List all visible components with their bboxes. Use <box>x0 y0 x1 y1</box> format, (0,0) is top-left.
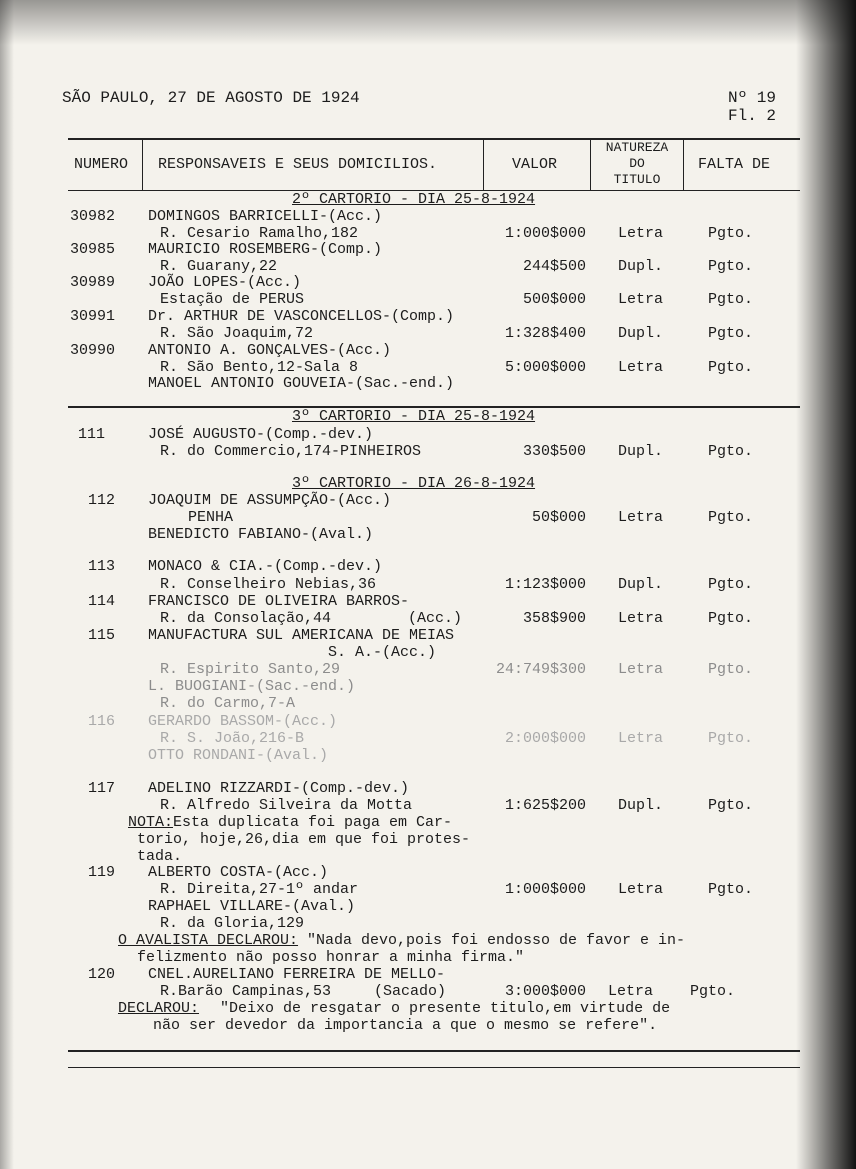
entry-address: R.Barão Campinas,53 <box>160 983 332 1000</box>
entry-value: 5:000$000 <box>504 359 586 376</box>
column-header-natureza: NATUREZA <box>605 140 669 155</box>
entry-value: 1:625$200 <box>504 797 586 814</box>
entry-number: 117 <box>88 780 116 797</box>
entry-address: R. Conselheiro Nebias,36 <box>160 576 377 593</box>
entry-address: R. Espirito Santo,29 <box>160 661 341 678</box>
entry-number: 111 <box>78 426 106 443</box>
entry-address: R. da Consolação,44 <box>160 610 332 627</box>
entry-nature: Letra <box>618 225 664 242</box>
entry-reason: Pgto. <box>708 225 754 242</box>
entry-name: ANTONIO A. GONÇALVES-(Acc.) <box>148 342 392 359</box>
entry-reason: Pgto. <box>708 325 754 342</box>
note-text: Esta duplicata foi paga em Car- <box>173 814 453 831</box>
guarantor-statement-text: "Nada devo,pois foi endosso de favor e in- <box>307 932 686 949</box>
debtor-statement-label: DECLAROU: <box>118 1000 200 1017</box>
entry-value: 1:000$000 <box>504 881 586 898</box>
entry-reason: Pgto. <box>708 258 754 275</box>
entry-guarantor: RAPHAEL VILLARE-(Aval.) <box>148 898 356 915</box>
entry-nature: Dupl. <box>618 576 664 593</box>
entry-role: (Acc.) <box>408 610 463 627</box>
entry-name: GERARDO BASSOM-(Acc.) <box>148 713 338 730</box>
entry-nature: Letra <box>618 661 664 678</box>
entry-reason: Pgto. <box>708 359 754 376</box>
section-title: 2º CARTORIO - DIA 25-8-1924 <box>292 191 536 208</box>
entry-number: 119 <box>88 864 116 881</box>
column-divider <box>142 140 143 190</box>
guarantor-statement-text: felizmento não posso honrar a minha firma." <box>137 949 525 966</box>
entry-address: R. do Commercio,174-PINHEIROS <box>160 443 422 460</box>
entry-name: CNEL.AURELIANO FERREIRA DE MELLO- <box>148 966 446 983</box>
entry-nature: Letra <box>618 509 664 526</box>
entry-name: JOAQUIM DE ASSUMPÇÃO-(Acc.) <box>148 492 392 509</box>
entry-number: 30989 <box>70 274 116 291</box>
scan-shadow-left <box>0 0 14 1169</box>
entry-nature: Dupl. <box>618 797 664 814</box>
debtor-statement-text: "Deixo de resgatar o presente titulo,em virtude de <box>220 1000 671 1017</box>
column-header-natureza-titulo: TITULO <box>613 172 661 187</box>
entry-nature: Letra <box>608 983 654 1000</box>
entry-address: R. Alfredo Silveira da Motta <box>160 797 413 814</box>
entry-name: MAURICIO ROSEMBERG-(Comp.) <box>148 241 383 258</box>
entry-nature: Dupl. <box>618 258 664 275</box>
entry-number: 30982 <box>70 208 116 225</box>
entry-name: Dr. ARTHUR DE VASCONCELLOS-(Comp.) <box>148 308 455 325</box>
entry-reason: Pgto. <box>708 443 754 460</box>
entry-reason: Pgto. <box>708 291 754 308</box>
entry-value: 24:749$300 <box>495 661 586 678</box>
entry-reason: Pgto. <box>708 730 754 747</box>
entry-nature: Letra <box>618 610 664 627</box>
entry-address: Estação de PERUS <box>160 291 305 308</box>
entry-address: R. Direita,27-1º andar <box>160 881 359 898</box>
sheet-number: Fl. 2 <box>728 107 777 125</box>
column-header-falta: FALTA DE <box>698 156 771 173</box>
entry-value: 244$500 <box>522 258 586 275</box>
entry-number: 114 <box>88 593 116 610</box>
entry-value: 330$500 <box>522 443 586 460</box>
entry-guarantor: BENEDICTO FABIANO-(Aval.) <box>148 526 374 543</box>
column-header-numero: NUMERO <box>74 156 129 173</box>
entry-endorser: L. BUOGIANI-(Sac.-end.) <box>148 678 356 695</box>
entry-value: 50$000 <box>531 509 586 526</box>
entry-nature: Letra <box>618 291 664 308</box>
bottom-rule <box>68 1067 800 1068</box>
entry-address: R. S. João,216-B <box>160 730 305 747</box>
entry-number: 30990 <box>70 342 116 359</box>
place-date: SÃO PAULO, 27 DE AGOSTO DE 1924 <box>62 89 360 107</box>
section-title: 3º CARTORIO - DIA 26-8-1924 <box>292 475 536 492</box>
entry-address: R. São Bento,12-Sala 8 <box>160 359 359 376</box>
entry-name: ADELINO RIZZARDI-(Comp.-dev.) <box>148 780 410 797</box>
entry-value: 1:000$000 <box>504 225 586 242</box>
entry-address: R. Guarany,22 <box>160 258 278 275</box>
entry-endorser: MANOEL ANTONIO GOUVEIA-(Sac.-end.) <box>148 375 455 392</box>
entry-number: 30985 <box>70 241 116 258</box>
column-divider <box>590 140 591 190</box>
entry-reason: Pgto. <box>708 881 754 898</box>
document-number: Nº 19 <box>728 89 777 107</box>
entry-value: 500$000 <box>522 291 586 308</box>
column-divider <box>483 140 484 190</box>
entry-reason: Pgto. <box>708 509 754 526</box>
entry-value: 3:000$000 <box>504 983 586 1000</box>
column-header-responsaveis: RESPONSAVEIS E SEUS DOMICILIOS. <box>158 156 438 173</box>
entry-endorser-address: R. do Carmo,7-A <box>160 695 296 712</box>
entry-value: 2:000$000 <box>504 730 586 747</box>
entry-value: 358$900 <box>522 610 586 627</box>
scan-shadow-right <box>796 0 856 1169</box>
scan-shadow-top <box>0 0 856 45</box>
note-text: tada. <box>137 848 183 865</box>
entry-guarantor: OTTO RONDANI-(Aval.) <box>148 747 329 764</box>
entry-name: MONACO & CIA.-(Comp.-dev.) <box>148 558 383 575</box>
entry-nature: Dupl. <box>618 325 664 342</box>
bottom-rule <box>68 1050 800 1052</box>
note-label: NOTA: <box>128 814 174 831</box>
debtor-statement-text: não ser devedor da importancia a que o mesmo se refere". <box>153 1017 658 1034</box>
column-header-valor: VALOR <box>512 156 558 173</box>
guarantor-statement-label: O AVALISTA DECLAROU: <box>118 932 299 949</box>
note-text: torio, hoje,26,dia em que foi protes- <box>137 831 471 848</box>
entry-value: 1:123$000 <box>504 576 586 593</box>
entry-name: JOSÉ AUGUSTO-(Comp.-dev.) <box>148 426 374 443</box>
column-header-natureza-do: DO <box>629 156 645 171</box>
entry-role: (Sacado) <box>374 983 447 1000</box>
entry-number: 116 <box>88 713 116 730</box>
entry-name: DOMINGOS BARRICELLI-(Acc.) <box>148 208 383 225</box>
entry-name-continued: S. A.-(Acc.) <box>328 644 437 661</box>
entry-number: 120 <box>88 966 116 983</box>
entry-nature: Letra <box>618 730 664 747</box>
entry-number: 112 <box>88 492 116 509</box>
entry-number: 30991 <box>70 308 116 325</box>
entry-nature: Letra <box>618 359 664 376</box>
entry-reason: Pgto. <box>708 610 754 627</box>
entry-reason: Pgto. <box>690 983 736 1000</box>
entry-reason: Pgto. <box>708 797 754 814</box>
entry-number: 113 <box>88 558 116 575</box>
entry-reason: Pgto. <box>708 576 754 593</box>
entry-guarantor-address: R. da Gloria,129 <box>160 915 305 932</box>
table-top-rule <box>68 138 800 140</box>
column-divider <box>683 140 684 190</box>
entry-name: MANUFACTURA SUL AMERICANA DE MEIAS <box>148 627 455 644</box>
entry-nature: Letra <box>618 881 664 898</box>
entry-address: PENHA <box>188 509 234 526</box>
entry-address: R. São Joaquim,72 <box>160 325 314 342</box>
section-title: 3º CARTORIO - DIA 25-8-1924 <box>292 408 536 425</box>
entry-value: 1:328$400 <box>504 325 586 342</box>
entry-name: ALBERTO COSTA-(Acc.) <box>148 864 329 881</box>
entry-name: FRANCISCO DE OLIVEIRA BARROS- <box>148 593 410 610</box>
entry-name: JOÃO LOPES-(Acc.) <box>148 274 302 291</box>
entry-number: 115 <box>88 627 116 644</box>
entry-reason: Pgto. <box>708 661 754 678</box>
entry-address: R. Cesario Ramalho,182 <box>160 225 359 242</box>
entry-nature: Dupl. <box>618 443 664 460</box>
